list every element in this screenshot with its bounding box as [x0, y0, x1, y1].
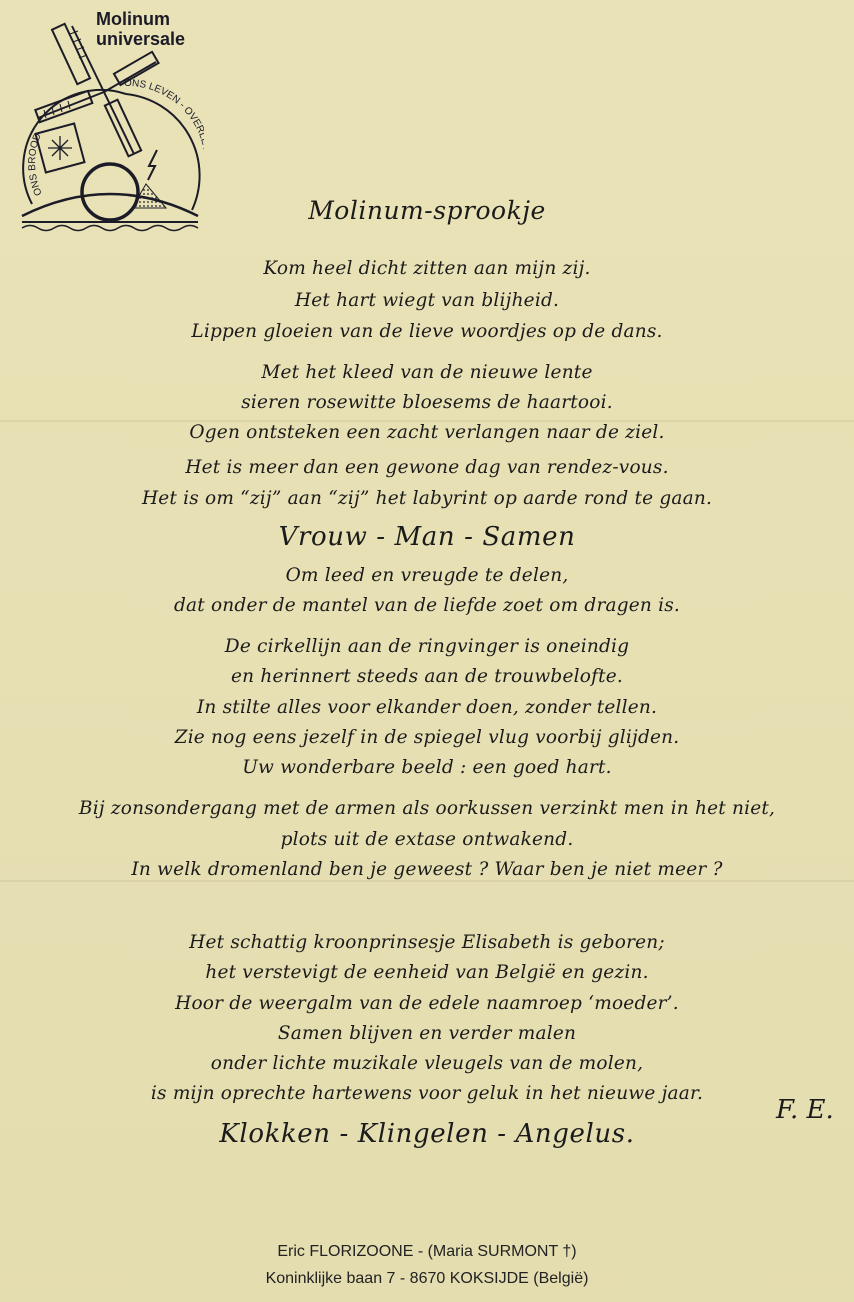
poem-line: Kom heel dicht zitten aan mijn zij.: [263, 258, 591, 279]
poem-line: plots uit de extase ontwakend.: [280, 829, 574, 850]
poem-line: het verstevigt de eenheid van België en gezin.: [205, 962, 649, 983]
logo-arc-left-text: ONS BROOD: [26, 131, 45, 198]
footer-name: Eric FLORIZOONE - (Maria SURMONT †): [277, 1243, 577, 1260]
poem-title: Molinum-sprookje: [308, 196, 546, 225]
poem-line: dat onder de mantel van de liefde zoet om dragen is.: [173, 595, 681, 616]
poem-line: onder lichte muzikale vleugels van de molen,: [210, 1053, 644, 1074]
poem-line: Het hart wiegt van blijheid.: [294, 290, 560, 311]
poem-line: Bij zonsondergang met de armen als oorkussen verzinkt men in het niet,: [78, 798, 776, 819]
logo-title-line2: universale: [96, 29, 186, 49]
poem-line: Uw wonderbare beeld : een goed hart.: [242, 757, 612, 778]
poem-line: Het is om “zij” aan “zij” het labyrint op aarde rond te gaan.: [141, 488, 713, 509]
poem-emphasis-line: Vrouw - Man - Samen: [278, 522, 576, 552]
poem-emphasis-line: Klokken - Klingelen - Angelus.: [219, 1119, 635, 1149]
poem-line: Zie nog eens jezelf in de spiegel vlug voorbij glijden.: [174, 727, 680, 748]
poem-line: Lippen gloeien van de lieve woordjes op de dans.: [191, 321, 663, 342]
poem-line: Ogen ontsteken een zacht verlangen naar de ziel.: [189, 422, 665, 443]
poem-line: Het schattig kroonprinsesje Elisabeth is geboren;: [189, 932, 665, 953]
fold-line: [0, 880, 854, 882]
logo-title-line1: Molinum: [96, 9, 170, 29]
poem-line: In welk dromenland ben je geweest ? Waar ben je niet meer ?: [131, 859, 723, 880]
poem-line: Het is meer dan een gewone dag van rendez-vous.: [185, 457, 669, 478]
footer-address: Koninklijke baan 7 - 8670 KOKSIJDE (België): [265, 1270, 589, 1287]
poem-line: is mijn oprechte hartewens voor geluk in het nieuwe jaar.: [150, 1083, 704, 1104]
logo-arc-right-text: ONS LEVEN - OVE: [123, 77, 203, 129]
signature-initials: F. E.: [776, 1095, 834, 1125]
poem-line: Samen blijven en verder malen: [277, 1023, 577, 1044]
poem-line: en herinnert steeds aan de trouwbelofte.: [231, 666, 623, 687]
poem-line: sieren rosewitte bloesems de haartooi.: [241, 392, 613, 413]
poem-line: Met het kleed van de nieuwe lente: [261, 362, 593, 383]
poem-line: Om leed en vreugde te delen,: [285, 565, 569, 586]
poem-line: De cirkellijn aan de ringvinger is oneindig: [224, 636, 630, 657]
poem-line: Hoor de weergalm van de edele naamroep ‘moeder’.: [175, 993, 679, 1014]
poem-line: In stilte alles voor elkander doen, zonder tellen.: [196, 697, 658, 718]
